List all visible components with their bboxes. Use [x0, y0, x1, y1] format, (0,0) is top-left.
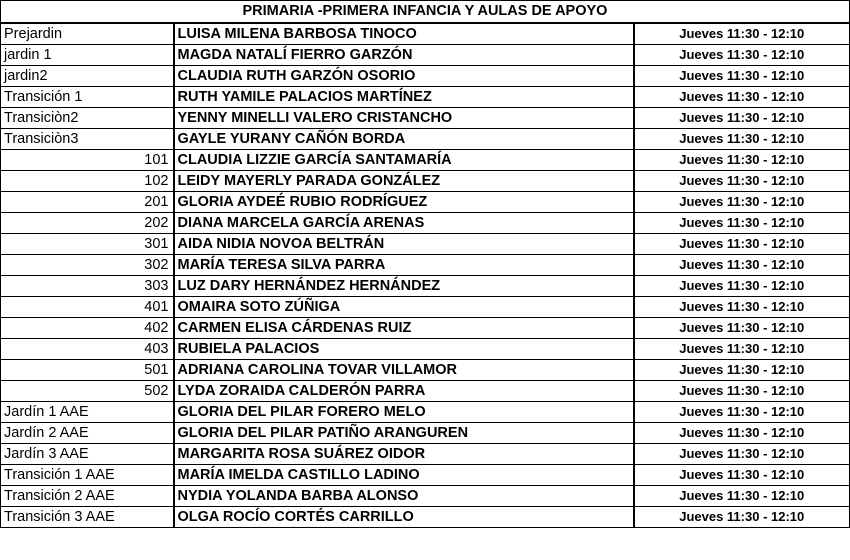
teacher-name-cell: OMAIRA SOTO ZÚÑIGA	[174, 296, 634, 317]
table-row	[1, 44, 850, 65]
teacher-name-cell: CLAUDIA LIZZIE GARCÍA SANTAMARÍA	[174, 149, 634, 170]
table-row	[1, 275, 850, 296]
table-row	[1, 254, 850, 275]
teacher-name-cell: CARMEN ELISA CÁRDENAS RUIZ	[174, 317, 634, 338]
teacher-name-cell: LEIDY MAYERLY PARADA GONZÁLEZ	[174, 170, 634, 191]
schedule-cell: Jueves 11:30 - 12:10	[634, 233, 850, 254]
grade-cell: 402	[1, 317, 174, 338]
table-row	[1, 380, 850, 401]
schedule-cell: Jueves 11:30 - 12:10	[634, 65, 850, 86]
teacher-name-cell: RUTH YAMILE PALACIOS MARTÍNEZ	[174, 86, 634, 107]
schedule-cell: Jueves 11:30 - 12:10	[634, 485, 850, 506]
grade-cell: Jardín 1 AAE	[1, 401, 174, 422]
schedule-cell: Jueves 11:30 - 12:10	[634, 296, 850, 317]
schedule-cell: Jueves 11:30 - 12:10	[634, 338, 850, 359]
table-row	[1, 23, 850, 45]
teacher-name-cell: GLORIA DEL PILAR PATIÑO ARANGUREN	[174, 422, 634, 443]
table-row	[1, 485, 850, 506]
table-title: PRIMARIA -PRIMERA INFANCIA Y AULAS DE APOYO	[1, 1, 850, 23]
table-row	[1, 422, 850, 443]
schedule-cell: Jueves 11:30 - 12:10	[634, 86, 850, 107]
teacher-name-cell: DIANA MARCELA GARCÍA ARENAS	[174, 212, 634, 233]
title-row	[1, 1, 850, 23]
table-row	[1, 107, 850, 128]
teacher-name-cell: MARGARITA ROSA SUÁREZ OIDOR	[174, 443, 634, 464]
grade-cell: 403	[1, 338, 174, 359]
teacher-name-cell: CLAUDIA RUTH GARZÓN OSORIO	[174, 65, 634, 86]
table-row	[1, 128, 850, 149]
schedule-cell: Jueves 11:30 - 12:10	[634, 506, 850, 527]
schedule-cell: Jueves 11:30 - 12:10	[634, 170, 850, 191]
grade-cell: Transición 1	[1, 86, 174, 107]
schedule-cell: Jueves 11:30 - 12:10	[634, 254, 850, 275]
grade-cell: 101	[1, 149, 174, 170]
schedule-cell: Jueves 11:30 - 12:10	[634, 191, 850, 212]
teacher-name-cell: GLORIA DEL PILAR FORERO MELO	[174, 401, 634, 422]
schedule-cell: Jueves 11:30 - 12:10	[634, 44, 850, 65]
table-row	[1, 296, 850, 317]
grade-cell: 102	[1, 170, 174, 191]
grade-cell: Jardín 3 AAE	[1, 443, 174, 464]
grade-cell: 401	[1, 296, 174, 317]
grade-cell: 201	[1, 191, 174, 212]
table-row	[1, 86, 850, 107]
table-row	[1, 359, 850, 380]
teacher-name-cell: LYDA ZORAIDA CALDERÓN PARRA	[174, 380, 634, 401]
grade-cell: 301	[1, 233, 174, 254]
schedule-table-body	[1, 1, 850, 528]
schedule-cell: Jueves 11:30 - 12:10	[634, 464, 850, 485]
grade-cell: Transiciòn3	[1, 128, 174, 149]
teacher-name-cell: MAGDA NATALÍ FIERRO GARZÓN	[174, 44, 634, 65]
teacher-name-cell: NYDIA YOLANDA BARBA ALONSO	[174, 485, 634, 506]
schedule-cell: Jueves 11:30 - 12:10	[634, 107, 850, 128]
grade-cell: Transiciòn2	[1, 107, 174, 128]
grade-cell: 501	[1, 359, 174, 380]
table-row	[1, 401, 850, 422]
teacher-name-cell: LUZ DARY HERNÁNDEZ HERNÁNDEZ	[174, 275, 634, 296]
schedule-cell: Jueves 11:30 - 12:10	[634, 128, 850, 149]
table-row	[1, 464, 850, 485]
table-row	[1, 212, 850, 233]
schedule-cell: Jueves 11:30 - 12:10	[634, 443, 850, 464]
grade-cell: 202	[1, 212, 174, 233]
teacher-name-cell: GAYLE YURANY CAÑÓN BORDA	[174, 128, 634, 149]
teacher-name-cell: LUISA MILENA BARBOSA TINOCO	[174, 23, 634, 45]
teacher-name-cell: GLORIA AYDEÉ RUBIO RODRÍGUEZ	[174, 191, 634, 212]
table-row	[1, 65, 850, 86]
schedule-cell: Jueves 11:30 - 12:10	[634, 149, 850, 170]
grade-cell: 302	[1, 254, 174, 275]
table-row	[1, 170, 850, 191]
grade-cell: 303	[1, 275, 174, 296]
grade-cell: Transición 3 AAE	[1, 506, 174, 527]
table-row	[1, 506, 850, 527]
teacher-name-cell: YENNY MINELLI VALERO CRISTANCHO	[174, 107, 634, 128]
teacher-name-cell: MARÍA TERESA SILVA PARRA	[174, 254, 634, 275]
schedule-cell: Jueves 11:30 - 12:10	[634, 275, 850, 296]
schedule-cell: Jueves 11:30 - 12:10	[634, 212, 850, 233]
grade-cell: Transición 2 AAE	[1, 485, 174, 506]
table-row	[1, 191, 850, 212]
schedule-cell: Jueves 11:30 - 12:10	[634, 359, 850, 380]
grade-cell: Transición 1 AAE	[1, 464, 174, 485]
table-row	[1, 233, 850, 254]
grade-cell: jardin2	[1, 65, 174, 86]
grade-cell: jardin 1	[1, 44, 174, 65]
schedule-cell: Jueves 11:30 - 12:10	[634, 422, 850, 443]
table-row	[1, 338, 850, 359]
schedule-cell: Jueves 11:30 - 12:10	[634, 401, 850, 422]
schedule-cell: Jueves 11:30 - 12:10	[634, 317, 850, 338]
table-row	[1, 149, 850, 170]
grade-cell: Prejardin	[1, 23, 174, 45]
table-row	[1, 317, 850, 338]
teacher-name-cell: ADRIANA CAROLINA TOVAR VILLAMOR	[174, 359, 634, 380]
teacher-name-cell: MARÍA IMELDA CASTILLO LADINO	[174, 464, 634, 485]
grade-cell: 502	[1, 380, 174, 401]
table-row	[1, 443, 850, 464]
grade-cell: Jardín 2 AAE	[1, 422, 174, 443]
schedule-cell: Jueves 11:30 - 12:10	[634, 380, 850, 401]
teacher-name-cell: AIDA NIDIA NOVOA BELTRÁN	[174, 233, 634, 254]
teacher-name-cell: RUBIELA PALACIOS	[174, 338, 634, 359]
teacher-name-cell: OLGA ROCÍO CORTÉS CARRILLO	[174, 506, 634, 527]
schedule-cell: Jueves 11:30 - 12:10	[634, 23, 850, 45]
